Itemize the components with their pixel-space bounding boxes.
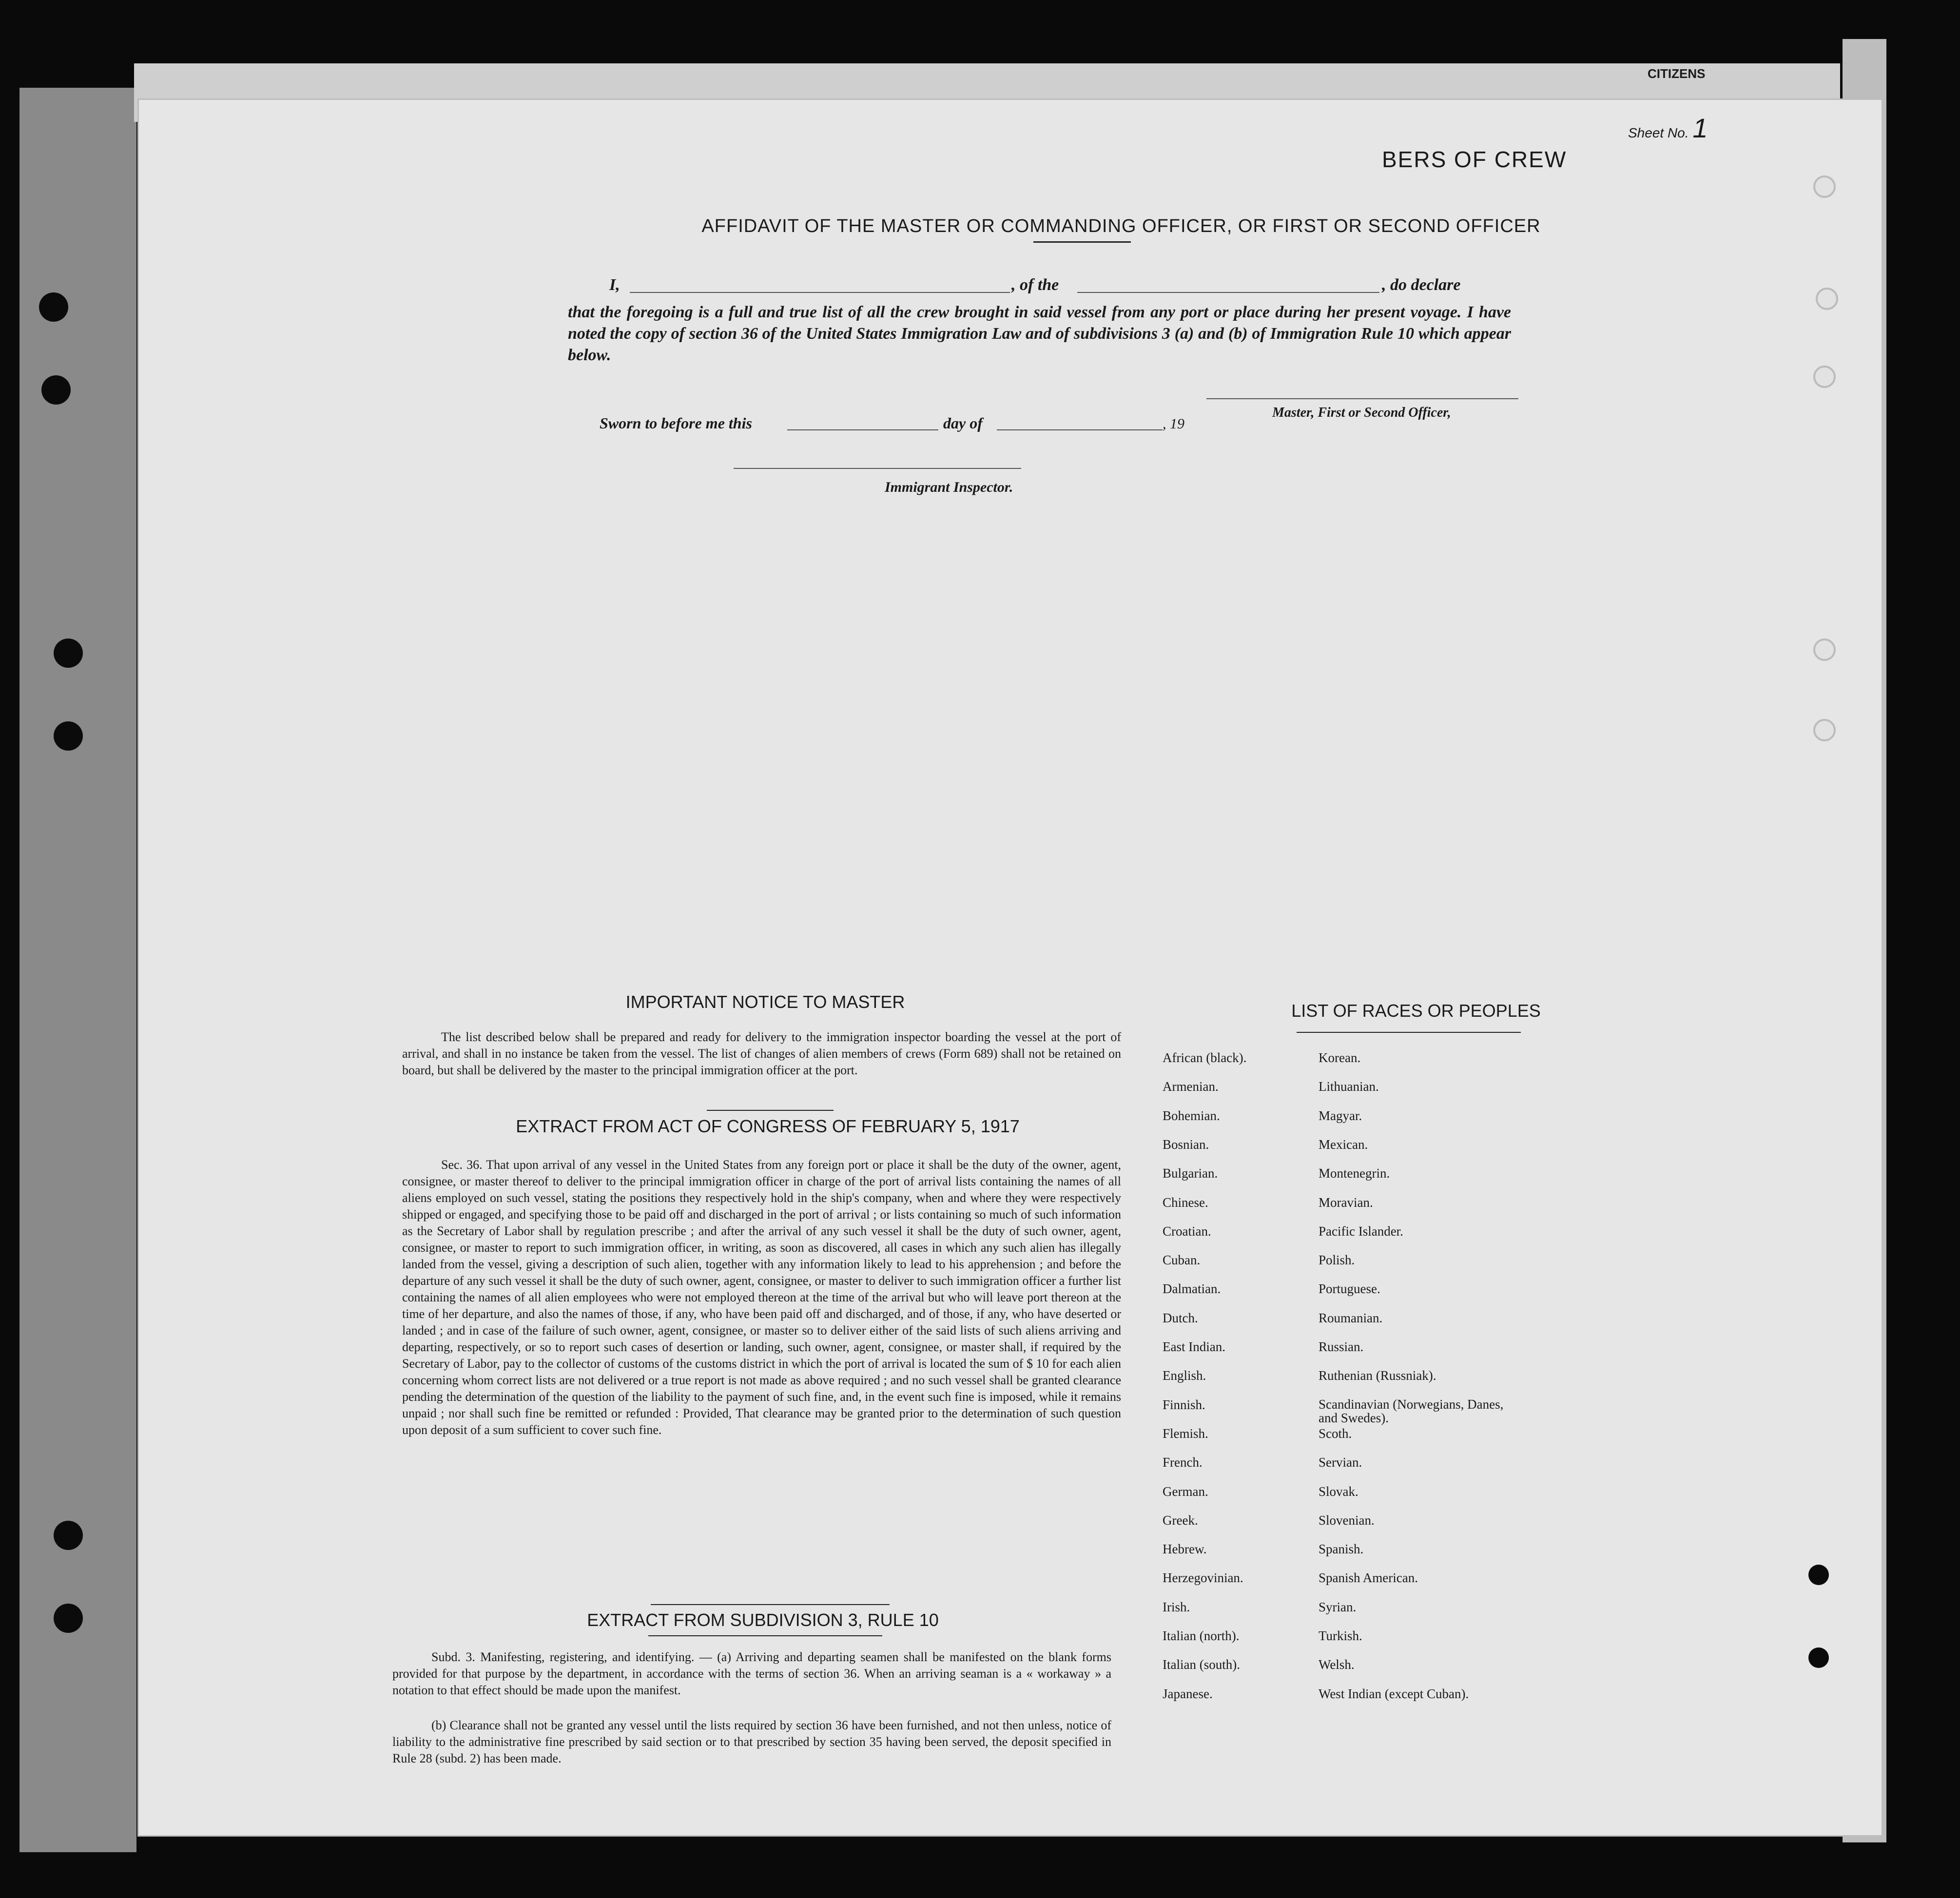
binder-ring [1813,639,1836,661]
divider [648,1635,882,1636]
race-item: Portuguese. [1319,1281,1380,1297]
race-item: Turkish. [1319,1628,1362,1643]
race-item: German. [1163,1484,1208,1499]
binder-hole [54,1521,83,1550]
inspector-label: Immigrant Inspector. [885,479,1013,495]
race-item: Dutch. [1163,1310,1198,1325]
crew-list-page: Sheet No. 1 BERS OF CREW AFFIDAVIT OF THE MASTER OR COMMANDING OFFICER, OR FIRST OR SECOND OFFICER I, , of the , do declare that the foregoing is a full and true list of all the crew brought in said vessel from any port or place during her present voyage. I have noted the copy of section 36 of the United States Immigration Law and of subdivisions 3 (a) and (b) of Immigration Rule 10 which appear below. Sworn to before me this day of , 19 Master, First or Second Officer, Immigrant Inspector. IMPORTANT NOTICE TO MASTER The list described below shall be prepared and ready for delivery to the immigration inspector boarding the vessel at the port of arrival, and shall in no instance be taken from the vessel. The list of changes of alien members of crews (Form 689) shall not be retained on board, but shall be delivered by the master to the principal immigration officer at the port. EXTRACT FROM ACT OF CONGRESS OF FEBRUARY 5, 1917 Sec. 36. That upon arrival of any vessel in the United States from any foreign port or place it shall be the duty of the owner, agent, consignee, or master thereof to deliver to the principal immigration officer in charge of the port of arrival lists containing the names of all aliens employed on such vessel, stating the positions they respectively hold in the ship's company, when and where they were respectively shipped or engaged, and specifying those to be paid off and discharged in the port of arrival ; or lists containing so much of such information as the Secretary of Labor shall by regulation prescribe ; and after the arrival of any such vessel it shall be the duty of such owner, agent, consignee, or master to report to such immigration officer, in writing, as soon as discovered, all cases in which any such alien has illegally landed from the vessel, giving a description of such alien, together with any information likely to lead to his apprehension ; and before the departure of any such vessel it shall be the duty of such owner, agent, consignee, or master to deliver to such immigration officer a further list containing the names of all alien employees who were not employed thereon at the time of the arrival but who will leave port thereon at the time of her departure, and also the names of those, if any, who have been paid off and discharged, and of those, if any, who have deserted or landed ; and in case of the failure of such owner, agent, consignee, or master so to deliver either of the said lists of such aliens arriving and departing, respectively, or so to report such cases of desertion or landing, such owner, agent, consignee, or master shall, if required by the Secretary of Labor, pay to the collector of customs of the customs district in which the port of arrival is located the sum of $ 10 for each alien concerning whom correct lists are not delivered or a true report is not made as above required ; and no such vessel shall be granted clearance pending the determination of the question of the liability to the payment of such fine, and, in the event such fine is imposed, while it remains unpaid ; nor shall such fine be remitted or refunded : Provided, That clearance may be granted prior to the determination of such question upon deposit of a sum sufficient to cover such fine. EXTRACT FROM SUBDIVISION 3, RULE 10 Subd. 3. Manifesting, registering, and identifying. — (a) Arriving and departing seamen shall be manifested on the blank forms provided for that purpose by the department, in accordance with the terms of section 36. When an arriving seaman is a « workaway » a notation to that effect should be made upon the manifest. (b) Clearance shall not be granted any vessel until the lists required by section 36 have been furnished, and not then unless, notice of liability to the administrative fine prescribed by said section or to that prescribed by section 35 having been served, the deposit specified in Rule 28 (subd. 2) has been made. LIST OF RACES OR PEOPLES African (black). Armenian. Bohemian. Bosnian. Bulgarian. Chinese. Croatian. Cuban. Dalmatian. Dutch. East Indian. English. Finnish. Flemish. French. German. Greek. Hebrew. Herzegovinian. Irish. Italian (north). Italian (south). Japanese. Korean. Lithuanian. Magyar. Mexican. Montenegrin. Moravian. Pacific Islander. Polish. Portuguese. Roumanian. Russian. Ruthenian (Russniak). Scandinavian (Norwegians, Danes, and Swedes). Scoth. Servian. Slovak. Slovenian. Spanish. Spanish American. Syrian. Turkish. Welsh. West Indian (except Cuban). [139,100,1882,1835]
race-item: Croatian. [1163,1223,1211,1239]
race-item: Herzegovinian. [1163,1570,1243,1586]
extract-act-text: Sec. 36. That upon arrival of any vessel in the United States from any foreign port or place it shall be the duty of the owner, agent, consignee, or master thereof to deliver to the principal immigration officer in charge of the port of arrival lists containing the names of all aliens employed on such vessel, stating the positions they respectively hold in the ship's company, when and where they were respectively shipped or engaged, and specifying those to be paid off and discharged in the port of arrival ; or lists containing so much of such information as the Secretary of Labor shall by regulation prescribe ; and after the arrival of any such vessel it shall be the duty of such owner, agent, consignee, or master to report to such immigration officer, in writing, as soon as discovered, all cases in which any such alien has illegally landed from the vessel, giving a description of such alien, together with any information likely to lead to his apprehension ; and before the departure of any such vessel it shall be the duty of such owner, agent, consignee, or master to deliver to such immigration officer a further list containing the names of all alien employees who were not employed thereon at the time of the arrival but who will leave port thereon at the time of her departure, and also the names of those, if any, who have been paid off and discharged, and of those, if any, who have deserted or landed ; and in case of the failure of such owner, agent, consignee, or master so to deliver either of the said lists of such aliens arriving and departing, respectively, or so to report such cases of desertion or landing, such owner, agent, consignee, or master shall, if required by the Secretary of Labor, pay to the collector of customs of the customs district in which the port of arrival is located the sum of $ 10 for each alien concerning whom correct lists are not delivered or a true report is not made as above required ; and no such vessel shall be granted clearance pending the determination of the question of the liability to the payment of such fine, and, in the event such fine is imposed, while it remains unpaid ; nor shall such fine be remitted or refunded : Provided, That clearance may be granted prior to the determination of such question upon deposit of a sum sufficient to cover such fine. [402,1158,1121,1437]
divider [1033,241,1131,243]
race-item: Japanese. [1163,1686,1213,1701]
binder-hole [54,639,83,668]
race-item: Russian. [1319,1339,1364,1354]
race-item: Roumanian. [1319,1310,1383,1325]
race-item: Korean. [1319,1050,1361,1065]
form-title-fragment: BERS OF CREW [1382,147,1567,172]
binder-hole [54,1604,83,1633]
race-item: Bohemian. [1163,1108,1220,1123]
race-item: West Indian (except Cuban). [1319,1686,1469,1701]
race-item: Irish. [1163,1599,1190,1614]
race-item: Armenian. [1163,1079,1219,1094]
sheet-number-label: Sheet No. 1 [1628,113,1708,143]
race-item: Syrian. [1319,1599,1357,1614]
race-item: Finnish. [1163,1397,1205,1412]
race-item: Mexican. [1319,1137,1368,1152]
race-item: Bulgarian. [1163,1166,1218,1181]
month-field [997,429,1163,430]
sworn-date-field [787,429,938,430]
inspector-signature-line [734,468,1021,469]
binder-hole [39,292,68,322]
race-item: Chinese. [1163,1195,1208,1210]
sworn-label: Sworn to before me this [600,414,752,432]
race-item: Slovak. [1319,1484,1358,1499]
race-item: Magyar. [1319,1108,1362,1123]
race-item: Flemish. [1163,1426,1208,1441]
race-item: East Indian. [1163,1339,1225,1354]
race-item: English. [1163,1368,1206,1383]
extract-rule-text-a: Subd. 3. Manifesting, registering, and identifying. — (a) Arriving and departing seamen shall be manifested on the blank forms provided for that purpose by the department, in accordance with the terms of section 36. When an arriving seaman is a « workaway » a notation to that effect should be made upon the manifest. [392,1650,1111,1697]
binder-hole [54,721,83,751]
race-item: Scandinavian (Norwegians, Danes, and Swedes). [1319,1396,1504,1425]
race-item: Cuban. [1163,1253,1201,1268]
binder-hole [1808,1565,1829,1585]
extract-rule-heading: EXTRACT FROM SUBDIVISION 3, RULE 10 [587,1610,939,1630]
divider [707,1110,834,1111]
race-item: African (black). [1163,1050,1247,1065]
master-signature-line [1206,398,1518,399]
extract-rule-text-b: (b) Clearance shall not be granted any vessel until the lists required by section 36 have been furnished, and not then unless, notice of liability to the administrative fine prescribed by said section or to that prescribed by section 35 having been served, the deposit specified in Rule 28 (subd. 2) has been made. [392,1718,1111,1765]
race-item: Scoth. [1319,1426,1352,1441]
day-of-label: day of [943,414,983,432]
binder-ring [1816,288,1838,310]
race-item: Montenegrin. [1319,1166,1390,1181]
race-item: Slovenian. [1319,1512,1375,1528]
binder-hole [41,375,71,405]
race-item: Lithuanian. [1319,1079,1379,1094]
divider [651,1604,890,1605]
race-item: Servian. [1319,1455,1362,1470]
extract-act-heading: EXTRACT FROM ACT OF CONGRESS OF FEBRUARY 5, 1917 [516,1116,1020,1136]
binder-hole [1808,1647,1829,1668]
races-heading: LIST OF RACES OR PEOPLES [1291,1001,1541,1021]
notice-text: The list described below shall be prepared and ready for delivery to the immigration inspector boarding the vessel at the port of arrival, and shall in no instance be taken from the vessel. The list of changes of alien members of crews (Form 689) shall not be retained on board, but shall be delivered by the master to the principal immigration officer at the port. [402,1030,1121,1077]
race-item: Bosnian. [1163,1137,1209,1152]
declaration-body: that the foregoing is a full and true list of all the crew brought in said vessel from any port or place during her present voyage. I have noted the copy of section 36 of the United States Immigration Law and of subdivisions 3 (a) and (b) of Immigration Rule 10 which appear below. [568,303,1511,364]
top-strip-fragment: CITIZENS [1648,66,1706,81]
binder-ring [1813,175,1836,198]
race-item: Pacific Islander. [1319,1223,1403,1239]
race-item: Greek. [1163,1512,1198,1528]
affidavit-title: AFFIDAVIT OF THE MASTER OR COMMANDING OFFICER, OR FIRST OR SECOND OFFICER [701,216,1541,236]
race-item: Italian (south). [1163,1657,1240,1672]
race-item: Spanish. [1319,1542,1364,1557]
race-item: French. [1163,1455,1203,1470]
master-signature-label: Master, First or Second Officer, [1272,405,1451,420]
race-item: Hebrew. [1163,1542,1207,1557]
race-item: Ruthenian (Russniak). [1319,1368,1436,1383]
binder-ring [1813,719,1836,741]
binder-ring [1813,366,1836,388]
race-item: Italian (north). [1163,1628,1240,1643]
back-sheet-1 [19,88,136,1852]
race-item: Dalmatian. [1163,1281,1221,1297]
divider [1297,1032,1521,1033]
race-item: Welsh. [1319,1657,1355,1672]
race-item: Spanish American. [1319,1570,1418,1586]
notice-heading: IMPORTANT NOTICE TO MASTER [625,992,905,1012]
race-item: Moravian. [1319,1195,1373,1210]
race-item: Polish. [1319,1253,1355,1268]
year-label: , 19 [1163,416,1184,432]
